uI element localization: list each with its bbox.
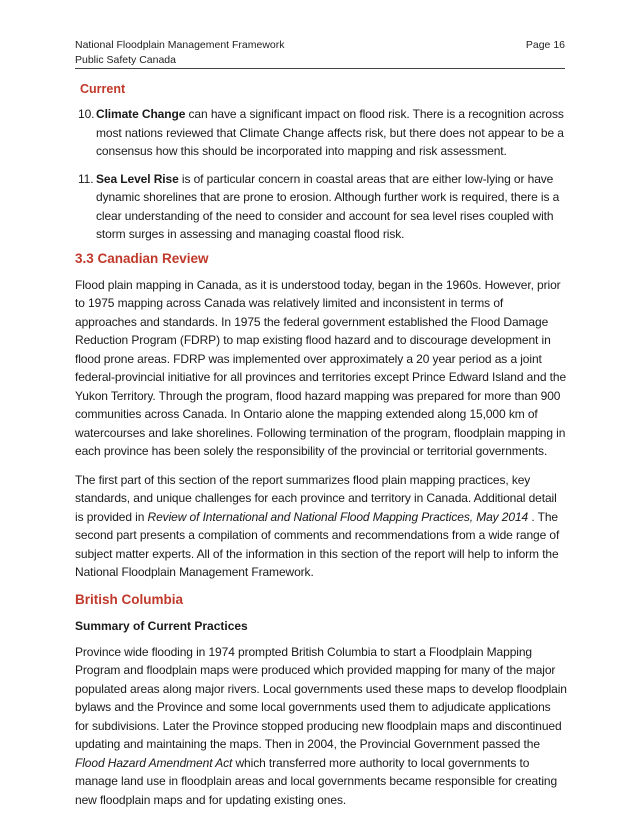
page-content — [75, 80, 567, 809]
paragraph-text: which transferred more authority to local governments to manage land use in floodplain areas and local governments became responsible for creating new floodplain maps and for updating existing ones. — [75, 755, 558, 807]
paragraph-text: The first part of this section of the report summarizes flood plain mapping practices, key standards, and unique challenges for each province and territory in Canada. Additional detail is provided in — [75, 472, 557, 524]
list-term: Sea Level Rise — [96, 171, 179, 186]
paragraph-canadian-review-2 — [75, 471, 567, 582]
list-number: 10. — [78, 107, 95, 121]
subheading-current-practices: Summary of Current Practices — [75, 618, 248, 633]
list-item-sea-level-rise — [78, 170, 567, 244]
current-heading: Current — [80, 82, 126, 96]
list-text: is of particular concern in coastal areas that are either low-lying or have dynamic shorelines that are prone to erosion. Although further work is required, there is a clear understanding of the need to consider and account for sea level rises coupled with storm surges in assessing and managing coastal flood risk. — [96, 171, 560, 241]
paragraph-text: Province wide flooding in 1974 prompted British Columbia to start a Floodplain Mapping Program and floodplain maps were produced which provided mapping for many of the major populated areas along major rivers. Local governments used these maps to develop floodplain bylaws and the Province and some local governments used them to adjudicate applications for subdivisions. Later the Province stopped producing new floodplain maps and discontinued updating and maintaining the maps. Then in 2004, the Provincial Government passed the — [75, 644, 567, 751]
list-item-climate-change — [78, 105, 567, 161]
paragraph-canadian-review-1: Flood plain mapping in Canada, as it is understood today, began in the 1960s. However, prior to 1975 mapping across Canada was relatively limited and inconsistent in terms of approaches and standards. In 1975 the federal government established the Flood Damage Reduction Program (FDRP) to map existing flood hazard and to discourage development in flood prone areas. FDRP was implemented over approximately a 20 year period as a joint federal-provincial initiative for all provinces and territories except Prince Edward Island and the Yukon Territory. Through the program, flood hazard mapping was prepared for more than 900 communities across Canada. In Ontario alone the mapping extended along 15,000 km of watercourses and lake shorelines. Following termination of the program, floodplain mapping in each province has been solely the responsibility of the provincial or territorial governments. — [75, 277, 567, 458]
header-organization: Public Safety Canada — [75, 54, 176, 66]
list-number: 11. — [78, 171, 94, 186]
paragraph-text: . The second part presents a compilation of comments and recommendations from a wide range of subject matter experts. All of the information in this section of the report will help to inform the National Floodplain Management Framework. — [75, 509, 560, 579]
header-title: National Floodplain Management Framework — [75, 39, 285, 51]
list-term: Climate Change — [96, 107, 186, 121]
header-rule — [75, 68, 565, 69]
section-heading-canadian-review: 3.3 Canadian Review — [75, 250, 209, 266]
act-title-reference: Flood Hazard Amendment Act — [75, 755, 233, 770]
report-title-reference: Review of International and National Flood Mapping Practices, May 2014 — [147, 509, 529, 524]
section-heading-british-columbia: British Columbia — [75, 591, 184, 607]
paragraph-british-columbia — [75, 643, 567, 810]
list-text: can have a significant impact on flood risk. There is a recognition across most nations reviewed that Climate Change affects risk, but there does not appear to be a consensus how this should be incorporated into mapping and risk assessment. — [96, 107, 564, 158]
running-header — [75, 39, 565, 51]
page-number: Page 16 — [525, 39, 565, 51]
